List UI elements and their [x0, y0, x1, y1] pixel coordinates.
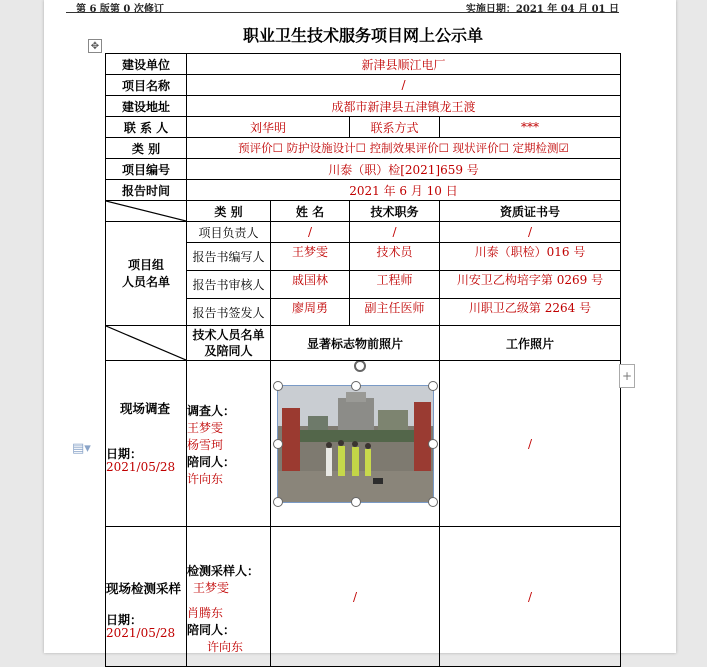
- site-survey-label: 现场调查: [120, 401, 171, 416]
- rotate-handle-icon[interactable]: [354, 361, 366, 373]
- role-report-issuer: 报告书签发人: [187, 299, 271, 326]
- work-photo-header: 工作照片: [440, 326, 621, 361]
- revision-text: 第 6 版第 0 次修订: [76, 4, 164, 15]
- project-name-label: 项目名称: [106, 75, 187, 96]
- companion-label: 陪同人：: [187, 455, 236, 469]
- resize-handle-icon[interactable]: [273, 497, 283, 507]
- role-report-reviewer: 报告书审核人: [187, 271, 271, 299]
- site-sampling-cell: [106, 527, 187, 667]
- survey-staff-cell: [187, 361, 271, 527]
- sampling-staff-cell: [187, 527, 271, 667]
- project-team-label-line1: 项目组: [127, 257, 164, 272]
- member-title[interactable]: 工程师: [350, 271, 440, 299]
- investigator-label: 调查人：: [187, 404, 236, 418]
- resize-handle-icon[interactable]: [273, 381, 283, 391]
- report-time-label: 报告时间: [106, 180, 187, 201]
- document-layout-icon[interactable]: ▤▾: [72, 441, 91, 456]
- member-name[interactable]: /: [271, 222, 350, 243]
- add-row-plus-icon[interactable]: +: [619, 364, 635, 388]
- sampler-name[interactable]: 肖腾东: [187, 606, 224, 620]
- col-header-name: 姓 名: [271, 201, 350, 222]
- diagonal-photo-header-cell: [106, 326, 187, 361]
- construction-address-value[interactable]: 成都市新津县五津镇龙王渡: [187, 96, 621, 117]
- project-team-label: [106, 222, 187, 326]
- member-cert[interactable]: 川职卫乙级第 2264 号: [440, 299, 621, 326]
- member-name[interactable]: 廖周勇: [271, 299, 350, 326]
- companion-name[interactable]: 许向东: [187, 472, 224, 486]
- construction-unit-value[interactable]: 新津县顺江电厂: [187, 54, 621, 75]
- resize-handle-icon[interactable]: [428, 381, 438, 391]
- report-time-value[interactable]: 2021 年 6 月 10 日: [187, 180, 621, 201]
- contact-value[interactable]: 刘华明: [187, 117, 350, 138]
- landmark-photo-cell: [271, 361, 440, 527]
- phone-value[interactable]: ***: [440, 117, 621, 138]
- project-name-value[interactable]: /: [187, 75, 621, 96]
- document-title: 职业卫生技术服务项目网上公示单: [242, 26, 483, 45]
- resize-handle-icon[interactable]: [351, 497, 361, 507]
- table-move-handle-icon[interactable]: ✥: [88, 39, 102, 53]
- diagonal-header-cell: [106, 201, 187, 222]
- investigator-name[interactable]: 王梦雯: [187, 421, 224, 435]
- project-no-label: 项目编号: [106, 159, 187, 180]
- role-project-lead: 项目负责人: [187, 222, 271, 243]
- resize-handle-icon[interactable]: [351, 381, 361, 391]
- public-notice-table: [105, 53, 621, 667]
- project-team-label-line2: 人员名单: [121, 274, 170, 289]
- member-title[interactable]: 技术员: [350, 243, 440, 271]
- site-survey-cell: [106, 361, 187, 527]
- role-report-writer: 报告书编写人: [187, 243, 271, 271]
- contact-label: 联 系 人: [106, 117, 187, 138]
- survey-date[interactable]: 2021/05/28: [106, 460, 176, 474]
- survey-date-label: 日期：: [106, 447, 143, 461]
- landmark-photo-header: 显著标志物前照片: [271, 326, 440, 361]
- resize-handle-icon[interactable]: [428, 497, 438, 507]
- construction-unit-label: 建设单位: [106, 54, 187, 75]
- member-cert[interactable]: 川泰（职检）016 号: [440, 243, 621, 271]
- sampling-date[interactable]: 2021/05/28: [106, 626, 176, 640]
- resize-handle-icon[interactable]: [273, 439, 283, 449]
- col-header-category: 类 别: [187, 201, 271, 222]
- phone-label: 联系方式: [350, 117, 440, 138]
- member-cert[interactable]: /: [440, 222, 621, 243]
- member-title[interactable]: 副主任医师: [350, 299, 440, 326]
- category-label: 类 别: [106, 138, 187, 159]
- tech-staff-header-line2: 及陪同人: [204, 344, 253, 358]
- col-header-cert: 资质证书号: [440, 201, 621, 222]
- effective-date: 实施日期：2021 年 04 月 01 日: [465, 4, 619, 15]
- landmark-photo[interactable]: [277, 385, 434, 503]
- companion-name[interactable]: 许向东: [207, 640, 244, 654]
- sampling-landmark-photo[interactable]: /: [271, 527, 440, 667]
- resize-handle-icon[interactable]: [428, 439, 438, 449]
- category-checkboxes[interactable]: 预评价☐ 防护设施设计☐ 控制效果评价☐ 现状评价☐ 定期检测☑: [187, 138, 621, 159]
- member-cert[interactable]: 川安卫乙构培字第 0269 号: [440, 271, 621, 299]
- construction-address-label: 建设地址: [106, 96, 187, 117]
- tech-staff-header: [187, 326, 271, 361]
- member-name[interactable]: 戚国林: [271, 271, 350, 299]
- site-sampling-label: 现场检测采样: [106, 581, 182, 596]
- sampler-name[interactable]: 王梦雯: [193, 581, 230, 595]
- sampling-date-label: 日期：: [106, 613, 143, 627]
- survey-work-photo[interactable]: /: [440, 361, 621, 527]
- header-rule: [66, 12, 619, 13]
- sampling-work-photo[interactable]: /: [440, 527, 621, 667]
- member-title[interactable]: /: [350, 222, 440, 243]
- investigator-name[interactable]: 杨雪珂: [187, 438, 224, 452]
- sampler-label: 检测采样人：: [187, 564, 260, 578]
- project-no-value[interactable]: 川泰（职）检[2021]659 号: [187, 159, 621, 180]
- page-header: [66, 0, 619, 14]
- site-photo-image: [278, 386, 433, 502]
- tech-staff-header-line1: 技术人员名单: [192, 328, 265, 342]
- companion-label: 陪同人：: [187, 623, 236, 637]
- scrollbar[interactable]: [694, 0, 707, 653]
- col-header-title: 技术职务: [350, 201, 440, 222]
- member-name[interactable]: 王梦雯: [271, 243, 350, 271]
